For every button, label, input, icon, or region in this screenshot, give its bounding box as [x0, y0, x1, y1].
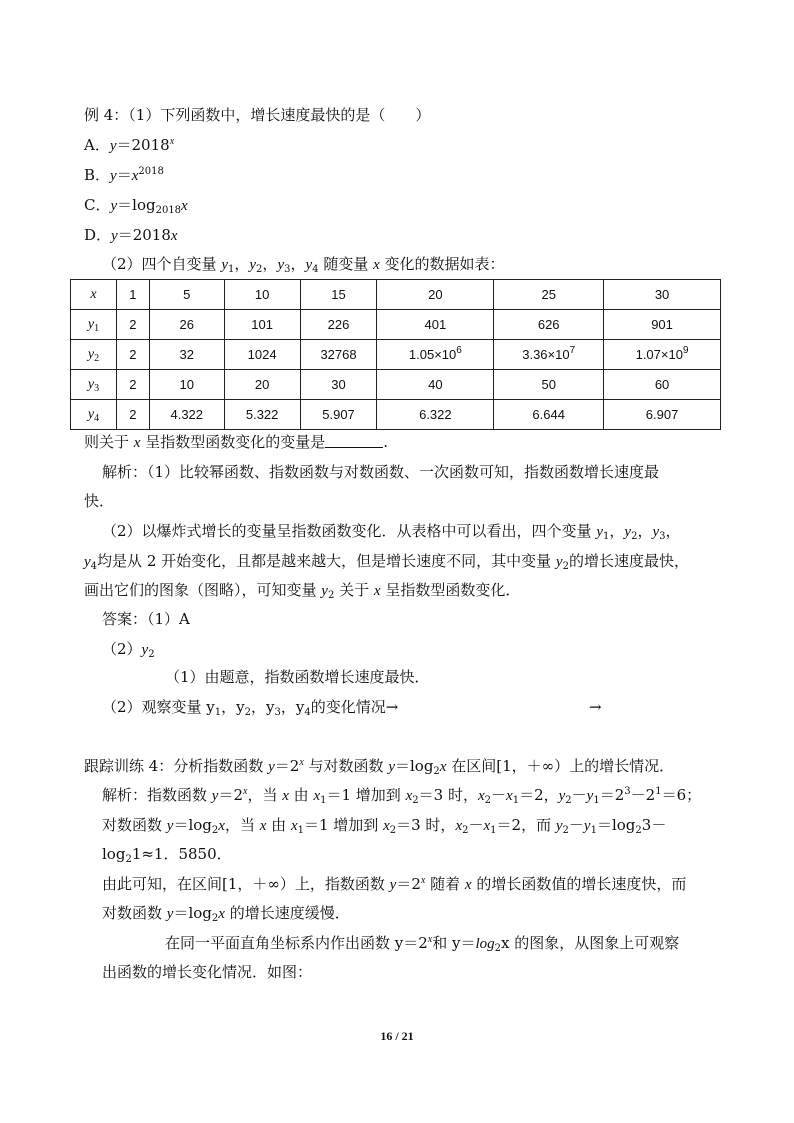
example-title: 例 4：（1）下列函数中，增长速度最快的是（ ）	[84, 106, 431, 124]
answer-blank	[325, 433, 383, 448]
table-cell: 5.322	[224, 400, 300, 430]
arrow-icon: →	[589, 698, 602, 716]
analysis-p2-line1: （2）以爆炸式增长的变量呈指数函数变化．从表格中可以看出，四个变量 $y_1$，$y_2$，$y_3$，	[102, 522, 681, 542]
table-row	[71, 280, 721, 310]
table-cell: 2	[116, 310, 149, 340]
table-cell: 226	[300, 310, 377, 340]
table-cell: 60	[604, 370, 721, 400]
table-cell: 50	[494, 370, 604, 400]
note-line2: （2）观察变量 $y_1$，$y_2$，$y_3$，$y_4$的变化情况→	[102, 698, 399, 718]
table-cell: 2	[116, 400, 149, 430]
table-cell: 401	[377, 310, 494, 340]
data-table	[70, 279, 721, 430]
option-b: B．$y=x^{2018}$	[84, 166, 164, 184]
analysis-p2-line2: $y_4$均是从 2 开始变化，且都是越来越大，但是增长速度不同，其中变量 $y_2$的增长速度最快，	[84, 552, 689, 572]
table-cell: 1	[116, 280, 149, 310]
analysis-p1-line1: 解析：（1）比较幂函数、指数函数与对数函数、一次函数可知，指数函数增长速度最	[102, 463, 660, 481]
table-row	[71, 370, 721, 400]
training-line1: 跟踪训练 4：分析指数函数 $y=2^x$ 与对数函数 $y=\log_2x$ 在区间[1，＋∞）上的增长情况．	[84, 757, 675, 777]
row-header: x	[71, 280, 117, 310]
table-cell: 40	[377, 370, 494, 400]
table-cell: 626	[494, 310, 604, 340]
table-cell: 10	[224, 280, 300, 310]
table-row	[71, 340, 721, 370]
answer-line1: 答案：（1）A	[102, 610, 190, 628]
table-cell: 6.907	[604, 400, 721, 430]
table-cell: $3.36\times 10^7$	[494, 340, 604, 370]
table-cell: 26	[149, 310, 224, 340]
table-cell: 25	[494, 280, 604, 310]
training-line7: 在同一平面直角坐标系内作出函数 $y=2^x$和 $y=\log_2x$ 的图象，从图象上可观察	[165, 934, 680, 954]
table-cell: 20	[224, 370, 300, 400]
table-cell: 101	[224, 310, 300, 340]
row-header: $y_1$	[71, 310, 117, 340]
table-cell: 20	[377, 280, 494, 310]
training-line3: 对数函数 $y=\log_2x$，当 x 由 $x_1=1$ 增加到 $x_2=3$ 时，$x_2-x_1=2$，而 $y_2-y_1=\log_23-$	[102, 816, 667, 836]
row-header: $y_2$	[71, 340, 117, 370]
table-cell: 6.322	[377, 400, 494, 430]
question-line: 则关于 x 呈指数型函数变化的变量是 .	[84, 433, 389, 451]
table-row	[71, 400, 721, 430]
table-cell: 5	[149, 280, 224, 310]
table-cell: 5.907	[300, 400, 377, 430]
table-cell: 1024	[224, 340, 300, 370]
training-line6: 对数函数 $y=\log_2x$ 的增长速度缓慢．	[102, 904, 350, 924]
table-row	[71, 310, 721, 340]
table-cell: 10	[149, 370, 224, 400]
note-line1: （1）由题意，指数函数增长速度最快．	[165, 668, 430, 686]
option-d: D．y＝2018x	[84, 226, 178, 244]
table-cell: 30	[604, 280, 721, 310]
analysis-p2-line3: 画出它们的图象（图略），可知变量 $y_2$ 关于 x 呈指数型函数变化．	[84, 581, 521, 601]
table-cell: 32768	[300, 340, 377, 370]
row-header: $y_3$	[71, 370, 117, 400]
table-cell: 4.322	[149, 400, 224, 430]
table-cell: 2	[116, 340, 149, 370]
table-cell: 2	[116, 370, 149, 400]
training-line8: 出函数的增长变化情况．如图：	[102, 963, 313, 981]
training-line4: $\log_21\approx 1$．5850．	[102, 845, 232, 865]
training-line5: 由此可知，在区间[1，＋∞）上，指数函数 $y=2^x$ 随着 x 的增长函数值的增长速度快，而	[102, 875, 687, 893]
table-cell: 30	[300, 370, 377, 400]
training-line2: 解析：指数函数 $y=2^x$，当 x 由 $x_1=1$ 增加到 $x_2=3$ 时，$x_2-x_1=2$，$y_2-y_1=2^3-2^1=6$；	[102, 786, 702, 806]
table-cell: $1.07\times 10^9$	[604, 340, 721, 370]
option-c: C．$y=\log_{2018}x$	[84, 196, 188, 216]
table-cell: 15	[300, 280, 377, 310]
option-a: A．$y=2018^x$	[84, 136, 175, 154]
table-cell: 6.644	[494, 400, 604, 430]
table-cell: $1.05\times 10^6$	[377, 340, 494, 370]
analysis-p1-line2: 快．	[84, 492, 115, 510]
part2-intro: （2）四个自变量 $y_1$，$y_2$，$y_3$，$y_4$ 随变量 x 变化的数据如表：	[102, 255, 505, 275]
row-header: $y_4$	[71, 400, 117, 430]
answer-line2: $(2)y_2$	[102, 640, 155, 660]
table-cell: 901	[604, 310, 721, 340]
table-cell: 32	[149, 340, 224, 370]
page-number: 16 / 21	[380, 1029, 414, 1043]
